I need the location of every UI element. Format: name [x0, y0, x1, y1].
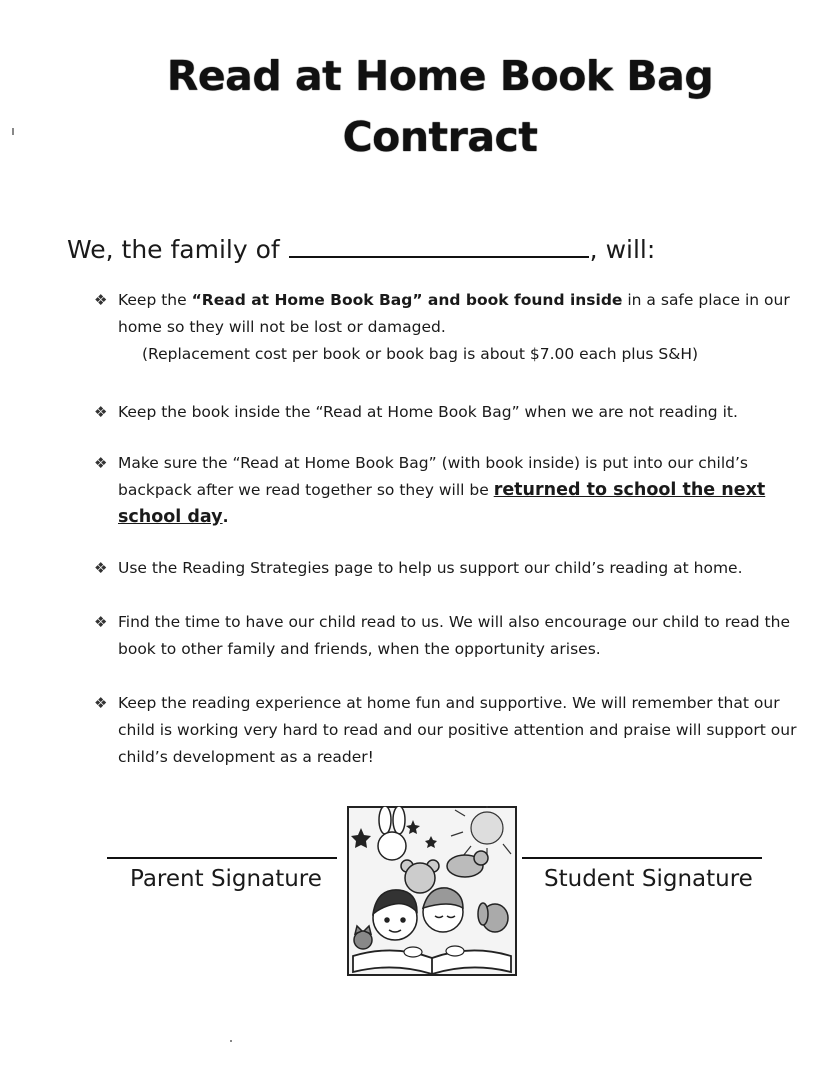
list-item	[94, 555, 814, 582]
student-signature-label: Student Signature	[544, 866, 753, 892]
diamond-bullet-icon: ❖	[94, 291, 108, 309]
bullet-text: Keep the	[118, 291, 192, 309]
intro-line	[67, 232, 655, 264]
bullet-text: Find the time to have our child read to us. We will also encourage our child to read the book to other family and friends, when the opportunity arises.	[118, 613, 790, 658]
bullet-text: Keep the book inside the “Read at Home Book Bag” when we are not reading it.	[118, 403, 738, 421]
list-item	[94, 399, 814, 426]
family-name-blank[interactable]	[289, 232, 589, 258]
list-item	[94, 450, 814, 531]
scan-mark	[12, 128, 14, 135]
replacement-cost-note: (Replacement cost per book or book bag is about $7.00 each plus S&H)	[142, 345, 699, 363]
bullet-bold-text: “Read at Home Book Bag” and book found inside	[191, 291, 623, 309]
list-item	[94, 690, 814, 771]
diamond-bullet-icon: ❖	[94, 694, 108, 712]
bullet-text: Make sure the “Read at Home Book Bag” (with book inside) is put into our child’s backpack after we read together so they will be	[118, 454, 749, 499]
list-item	[94, 609, 814, 663]
title-line-1: Read at Home Book Bag	[166, 52, 714, 100]
diamond-bullet-icon: ❖	[94, 403, 108, 421]
intro-text: We, the family of	[67, 235, 280, 264]
diamond-bullet-icon: ❖	[94, 454, 108, 472]
bullet-text: Keep the reading experience at home fun and supportive. We will remember that our child is working very hard to read and our positive attention and praise will support our child’s development as a reader!	[118, 694, 797, 766]
diamond-bullet-icon: ❖	[94, 613, 108, 631]
parent-signature-label: Parent Signature	[130, 866, 322, 892]
children-reading-illustration	[347, 806, 517, 976]
bullet-text: in a safe place in our home so they will not be lost or damaged.	[118, 291, 790, 336]
pledge-list	[94, 287, 814, 771]
scan-dot	[230, 1040, 232, 1042]
intro-will: , will:	[589, 235, 656, 264]
bullet-text: .	[222, 508, 229, 526]
parent-signature-line[interactable]	[107, 857, 337, 859]
student-signature-line[interactable]	[522, 857, 762, 859]
bullet-text: Use the Reading Strategies page to help us support our child’s reading at home.	[118, 559, 743, 577]
list-item	[94, 287, 814, 368]
title-line-2: Contract	[342, 113, 538, 161]
diamond-bullet-icon: ❖	[94, 559, 108, 577]
return-emphasis: returned to school the next school day	[118, 480, 766, 527]
